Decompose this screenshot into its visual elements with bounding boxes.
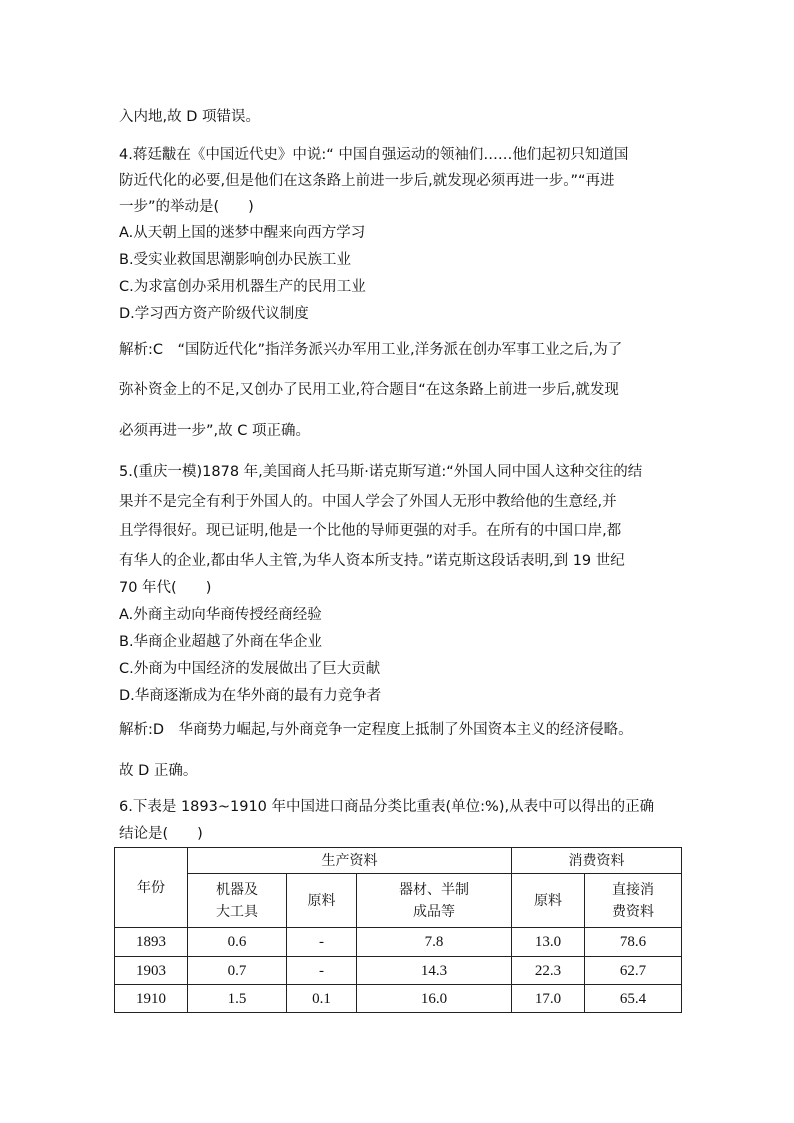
header-equipment-line-1: 器材、半制 xyxy=(399,881,469,898)
q5-stem-line-2: 果并不是完全有利于外国人的。中国人学会了外国人无形中教给他的生意经,并 xyxy=(119,494,617,510)
q4-stem-line-2: 防近代化的必要,但是他们在这条路上前进一步后,就发现必须再进一步。”“再进 xyxy=(119,173,615,189)
q4-analysis-line-1: 解析:C “国防近代化”指洋务派兴办军用工业,洋务派在创办军事工业之后,为了 xyxy=(119,342,623,358)
cell-equipment: 7.8 xyxy=(357,928,512,957)
table-header-row-2 xyxy=(115,874,682,928)
cell-raw-consumption: 22.3 xyxy=(512,957,585,985)
cell-raw-production: - xyxy=(287,928,357,957)
cell-equipment: 16.0 xyxy=(357,985,512,1013)
header-year: 年份 xyxy=(115,848,188,928)
table-row xyxy=(115,985,682,1013)
table-row xyxy=(115,957,682,985)
q4-stem-line-3: 一步”的举动是( ) xyxy=(119,199,254,215)
q5-stem-line-3: 且学得很好。现已证明,他是一个比他的导师更强的对手。在所有的中国口岸,都 xyxy=(119,523,622,539)
q5-stem-line-4: 有华人的企业,都由华人主管,为华人资本所支持。”诺克斯这段话表明,到 19 世纪 xyxy=(119,553,625,569)
header-production-means: 生产资料 xyxy=(188,848,512,874)
cell-raw-production: - xyxy=(287,957,357,985)
header-machinery-line-1: 机器及 xyxy=(216,881,258,898)
header-raw-materials-consumption: 原料 xyxy=(512,874,585,928)
q5-analysis-line-1: 解析:D 华商势力崛起,与外商竞争一定程度上抵制了外国资本主义的经济侵略。 xyxy=(119,722,633,738)
header-equipment xyxy=(357,874,512,928)
q4-analysis-line-2: 弥补资金上的不足,又创办了民用工业,符合题目“在这条路上前进一步后,就发现 xyxy=(119,382,619,398)
q3-tail-line: 入内地,故 D 项错误。 xyxy=(119,109,260,125)
q6-stem-line-1: 6.下表是 1893~1910 年中国进口商品分类比重表(单位:%),从表中可以得出的正确 xyxy=(119,799,655,815)
cell-raw-production: 0.1 xyxy=(287,985,357,1013)
header-direct-line-1: 直接消 xyxy=(612,881,654,898)
cell-equipment: 14.3 xyxy=(357,957,512,985)
q5-option-c: C.外商为中国经济的发展做出了巨大贡献 xyxy=(119,661,381,677)
header-direct-line-2: 费资料 xyxy=(612,903,654,920)
header-raw-materials-production: 原料 xyxy=(287,874,357,928)
table-header-row-1 xyxy=(115,848,682,874)
q5-option-b: B.华商企业超越了外商在华企业 xyxy=(119,634,323,650)
cell-machinery: 0.7 xyxy=(188,957,287,985)
header-equipment-line-2: 成品等 xyxy=(413,903,455,920)
cell-year: 1903 xyxy=(115,957,188,985)
q5-stem-line-1: 5.(重庆一模)1878 年,美国商人托马斯·诺克斯写道:“外国人同中国人这种交往的结 xyxy=(119,464,643,480)
cell-raw-consumption: 13.0 xyxy=(512,928,585,957)
q5-option-d: D.华商逐渐成为在华外商的最有力竞争者 xyxy=(119,688,382,704)
table-row xyxy=(115,928,682,957)
cell-machinery: 0.6 xyxy=(188,928,287,957)
header-direct-consumer-goods xyxy=(585,874,682,928)
cell-year: 1910 xyxy=(115,985,188,1013)
q4-option-b: B.受实业救国思潮影响创办民族工业 xyxy=(119,252,352,268)
q5-stem-line-5: 70 年代( ) xyxy=(119,580,212,596)
cell-direct-consumer: 78.6 xyxy=(585,928,682,957)
q4-option-a: A.从天朝上国的迷梦中醒来向西方学习 xyxy=(119,225,366,241)
q4-stem-line-1: 4.蒋廷黻在《中国近代史》中说:“ 中国自强运动的领袖们……他们起初只知道国 xyxy=(119,147,629,163)
cell-raw-consumption: 17.0 xyxy=(512,985,585,1013)
q4-option-d: D.学习西方资产阶级代议制度 xyxy=(119,306,309,322)
cell-machinery: 1.5 xyxy=(188,985,287,1013)
q5-option-a: A.外商主动向华商传授经商经验 xyxy=(119,607,322,623)
q4-analysis-line-3: 必须再进一步”,故 C 项正确。 xyxy=(119,423,310,439)
import-share-table xyxy=(114,847,682,1013)
q6-stem-line-2: 结论是( ) xyxy=(119,826,203,842)
header-machinery xyxy=(188,874,287,928)
header-machinery-line-2: 大工具 xyxy=(216,903,258,920)
q4-option-c: C.为求富创办采用机器生产的民用工业 xyxy=(119,279,366,295)
cell-direct-consumer: 65.4 xyxy=(585,985,682,1013)
q5-analysis-line-2: 故 D 正确。 xyxy=(119,763,198,779)
header-consumption-means: 消费资料 xyxy=(512,848,682,874)
cell-year: 1893 xyxy=(115,928,188,957)
cell-direct-consumer: 62.7 xyxy=(585,957,682,985)
